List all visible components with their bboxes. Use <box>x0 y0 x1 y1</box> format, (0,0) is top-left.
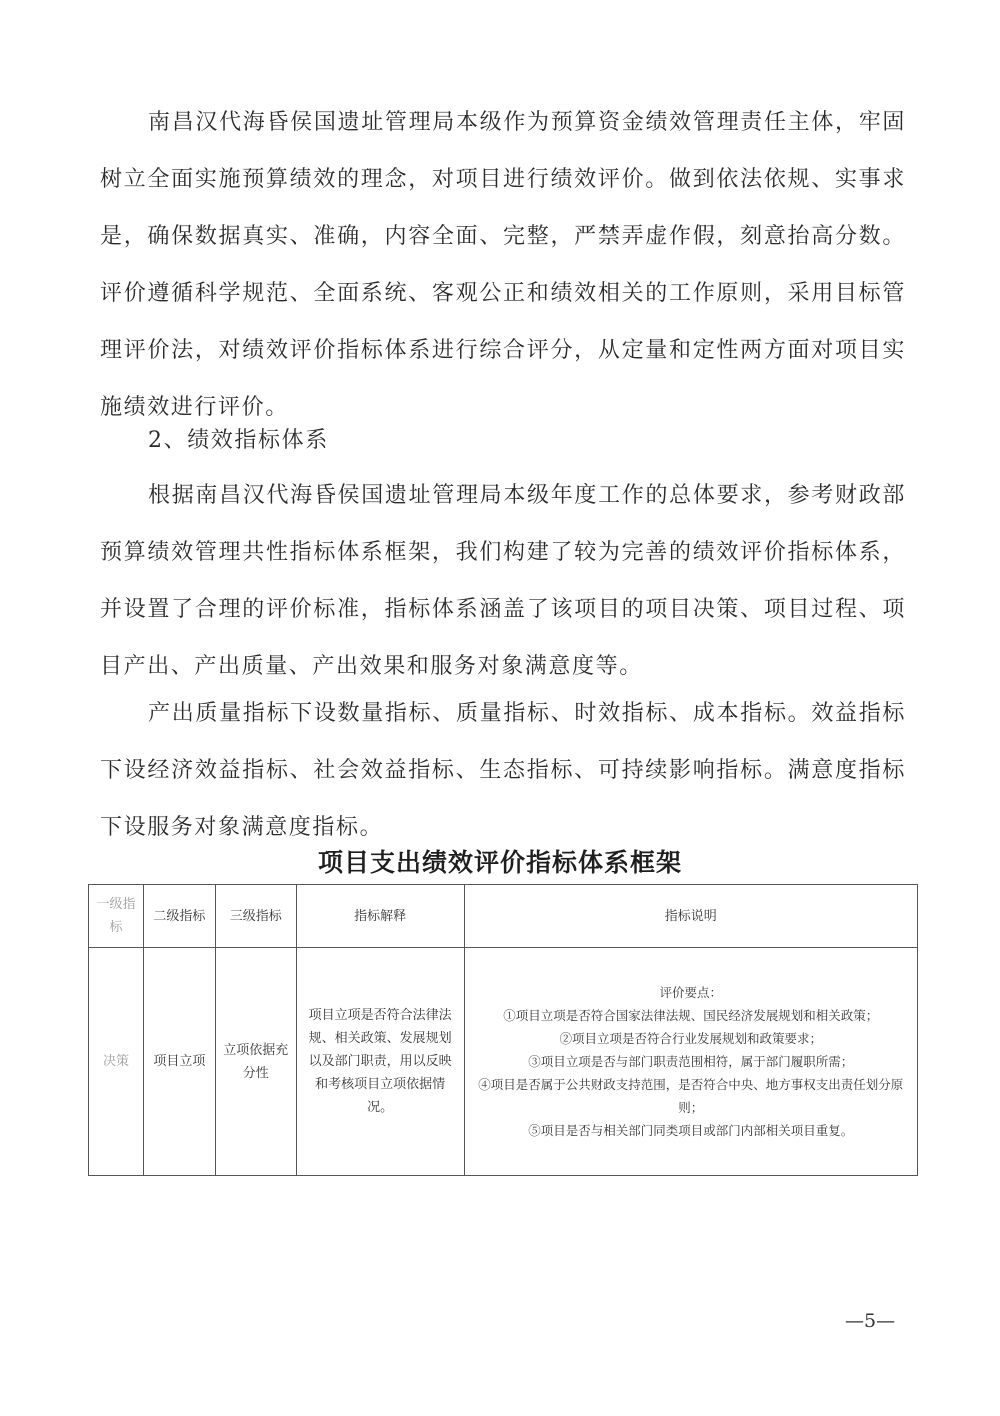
header-level2: 二级指标 <box>143 885 215 948</box>
section-heading-indicator-system: 2、绩效指标体系 <box>148 428 329 453</box>
table-title: 项目支出绩效评价指标体系框架 <box>317 848 682 877</box>
desc-line: ③项目立项是否与部门职责范围相符，属于部门履职所需； <box>528 1054 854 1069</box>
desc-line: ⑤项目是否与相关部门同类项目或部门内部相关项目重复。 <box>528 1123 854 1138</box>
header-level3: 三级指标 <box>215 885 296 948</box>
cell-level1: 决策 <box>89 948 144 1176</box>
desc-line: ①项目立项是否符合国家法律法规、国民经济发展规划和相关政策； <box>503 1008 879 1023</box>
cell-desc <box>464 948 917 1176</box>
paragraph-responsibility: 南昌汉代海昏侯国遗址管理局本级作为预算资金绩效管理责任主体，牢固树立全面实施预算绩效的理念，对项目进行绩效评价。做到依法依规、实事求是，确保数据真实、准确，内容全面、完整，严禁弄虚作假，刻意抬高分数。评价遵循科学规范、全面系统、客观公正和绩效相关的工作原则，采用目标管理评价法，对绩效评价指标体系进行综合评分，从定量和定性两方面对项目实施绩效进行评价。 <box>100 110 906 420</box>
cell-level2: 项目立项 <box>143 948 215 1176</box>
desc-line: ④项目是否属于公共财政支持范围，是否符合中央、地方事权支出责任划分原则； <box>478 1077 904 1115</box>
paragraph-sub-indicators: 产出质量指标下设数量指标、质量指标、时效指标、成本指标。效益指标下设经济效益指标、社会效益指标、生态指标、可持续影响指标。满意度指标下设服务对象满意度指标。 <box>100 701 906 840</box>
desc-line: 评价要点： <box>659 985 723 1000</box>
desc-line: ②项目立项是否符合行业发展规划和政策要求； <box>559 1031 823 1046</box>
table-row <box>89 948 918 1176</box>
header-level1: 一级指标 <box>89 885 144 948</box>
indicator-framework-table <box>88 884 918 1176</box>
header-desc: 指标说明 <box>464 885 917 948</box>
header-explain: 指标解释 <box>296 885 464 948</box>
page-number: —5— <box>845 1310 896 1332</box>
cell-level3: 立项依据充分性 <box>215 948 296 1176</box>
cell-explain: 项目立项是否符合法律法规、相关政策、发展规划以及部门职责，用以反映和考核项目立项依据情况。 <box>296 948 464 1176</box>
paragraph-indicator-system: 根据南昌汉代海昏侯国遗址管理局本级年度工作的总体要求，参考财政部预算绩效管理共性指标体系框架，我们构建了较为完善的绩效评价指标体系，并设置了合理的评价标准，指标体系涵盖了该项目的项目决策、项目过程、项目产出、产出质量、产出效果和服务对象满意度等。 <box>100 483 906 679</box>
table-header-row <box>89 885 918 948</box>
